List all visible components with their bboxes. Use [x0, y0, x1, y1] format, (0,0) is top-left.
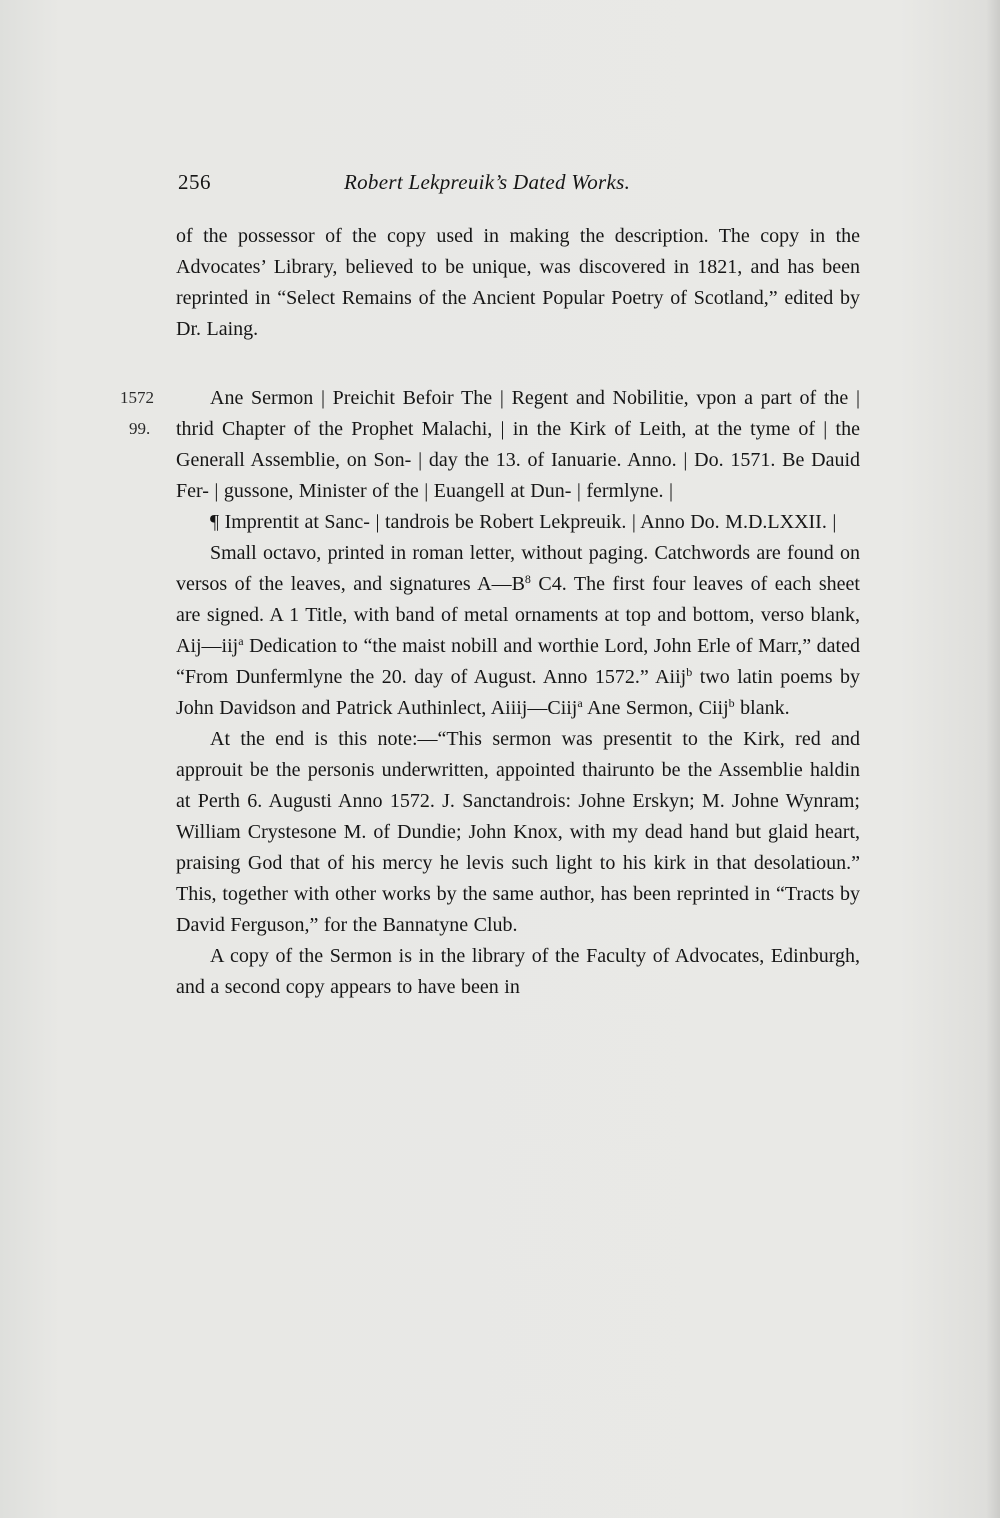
- page-header: [178, 170, 858, 206]
- running-head: Robert Lekpreuik’s Dated Works.: [344, 170, 631, 194]
- margin-year: 1572: [120, 388, 154, 407]
- page-body: [120, 221, 860, 1003]
- entry-title: Ane Sermon | Preichit Befoir The | Regent and Nobilitie, vpon a part of the | thrid Chapter of the Prophet Malachi, | in the Kirk of Leith, at the tyme of | the Generall Assemblie, on Son- | day the 13. of Ianuarie. Anno. | Do. 1571. Be Dauid Fer- | gussone, Minister of the | Euangell at Dun- | fermlyne. |: [176, 387, 860, 502]
- entry-copies: A copy of the Sermon is in the library of the Faculty of Advocates, Edinburgh, and a second copy appears to have been in: [176, 945, 860, 998]
- bibliography-entry: [120, 383, 860, 507]
- entry-description: Small octavo, printed in roman letter, without paging. Catchwords are found on versos of the leaves, and signatures $A—B^8$ C4. The first four leaves of each sheet are signed. A 1 Title, with band of metal ornaments at top and bottom, verso blank, Aij—iij$^a$ Dedication to “the maist nobill and worthie Lord, John Erle of Marr,” dated “From Dunfermlyne the 20. day of August. Anno 1572.” Aiij$^b$ two latin poems by John Davidson and Patrick Authinlect, Aiiij—Ciij$^a$ Ane Sermon, Ciij$^b$ blank.: [176, 542, 860, 719]
- page-number: 256: [178, 170, 211, 194]
- continuation-paragraph: of the possessor of the copy used in making the description. The copy in the Advocates’ Library, believed to be unique, was discovered in 1821, and has been reprinted in “Select Remains of the Ancient Popular Poetry of Scotland,” edited by Dr. Laing.: [176, 225, 860, 340]
- entry-imprint: ¶ Imprentit at Sanc- | tandrois be Robert Lekpreuik. | Anno Do. M.D.LXXII. |: [210, 511, 837, 533]
- margin-entry-number: 99.: [129, 419, 151, 438]
- entry-note: At the end is this note:—“This sermon was presentit to the Kirk, red and approuit be the personis underwritten, appointed thairunto be the Assemblie haldin at Perth 6. Augusti Anno 1572. J. Sanctandrois: Johne Erskyn; M. Johne Wynram; William Crystesone M. of Dundie; John Knox, with my dead hand but glaid heart, praising God that of his mercy he levis such light to his kirk in that desolatioun.” This, together with other works by the same author, has been reprinted in “Tracts by David Ferguson,” for the Bannatyne Club.: [176, 728, 860, 936]
